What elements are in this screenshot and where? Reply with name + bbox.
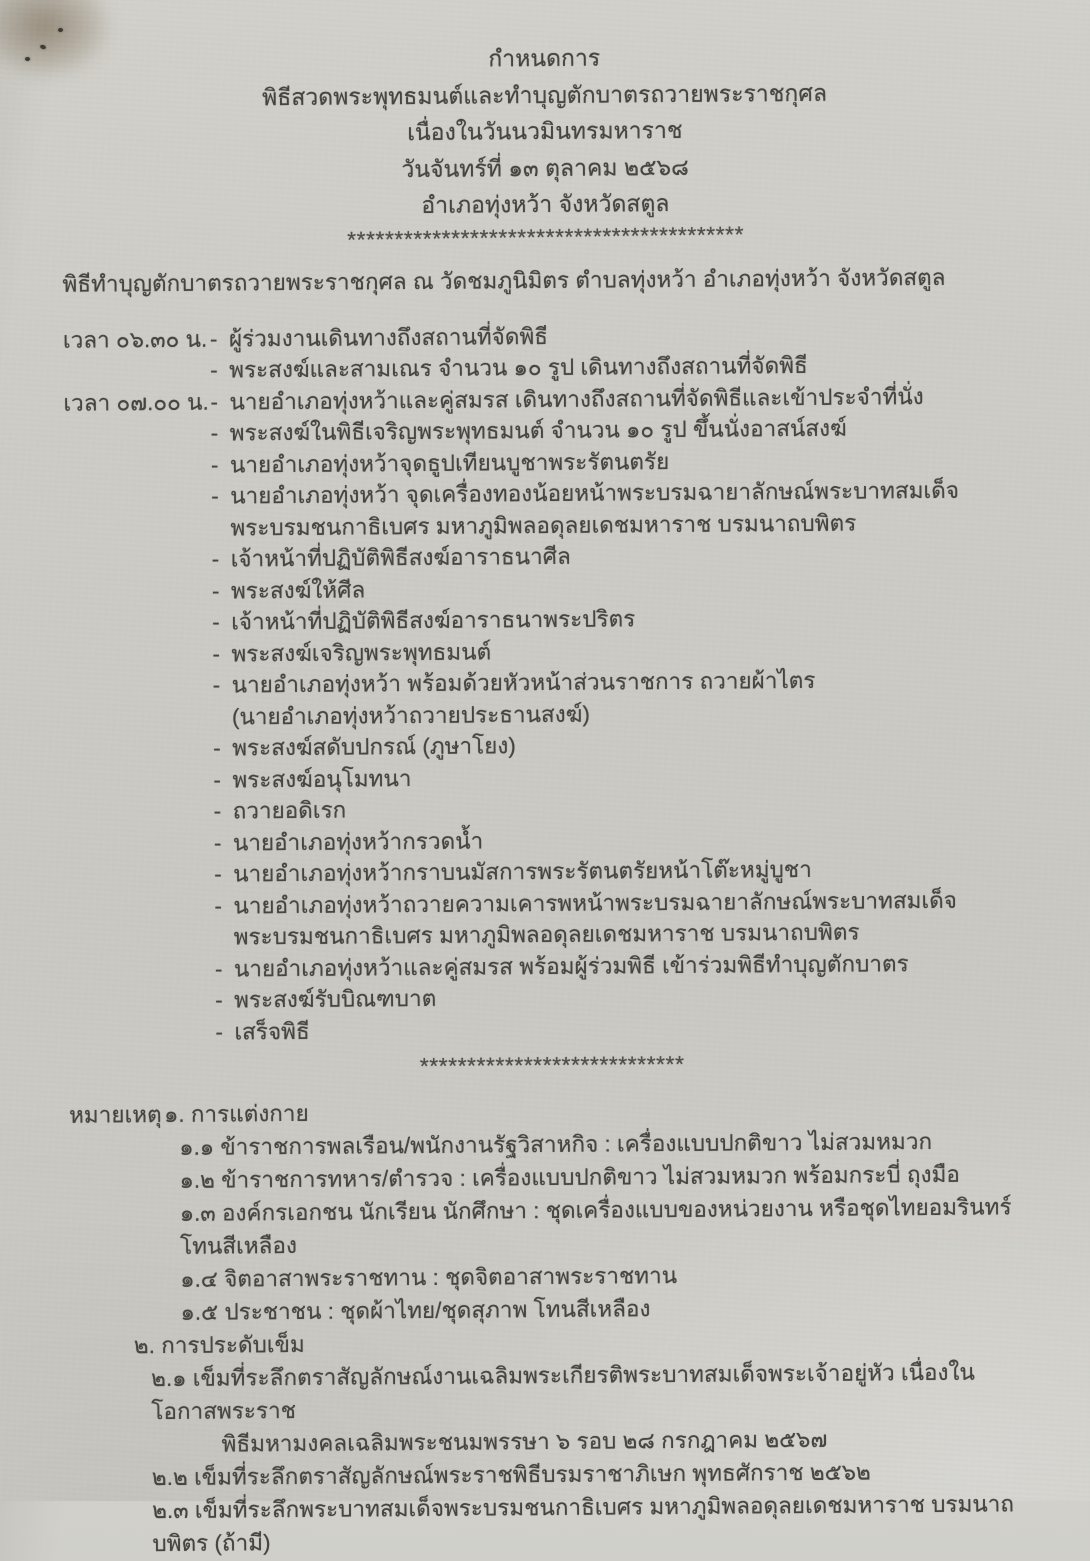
list-dash: -: [212, 641, 221, 667]
list-dash: -: [211, 578, 220, 604]
schedule-item-text: พระบรมชนกาธิเบศร มหาภูมิพลอดุลยเดชมหาราช บรมนาถบพิตร: [230, 510, 857, 540]
list-dash: -: [211, 546, 220, 572]
schedule-item-text: เจ้าหน้าที่ปฏิบัติพิธีสงฆ์อาราธนาศีล: [230, 543, 571, 572]
schedule-time: [67, 882, 214, 883]
schedule-item-text: พระสงฆ์ในพิธีเจริญพระพุทธมนต์ จำนวน ๑๐ รูป ขึ้นนั่งอาสน์สงฆ์: [229, 415, 847, 446]
schedule-time: [65, 598, 212, 599]
list-dash: -: [214, 861, 222, 887]
list-dash: -: [212, 609, 220, 635]
schedule-time: [64, 472, 211, 473]
note-line: [71, 1355, 1038, 1429]
schedule-item-text: พระบรมชนกาธิเบศร มหาภูมิพลอดุลยเดชมหาราช บรมนาถบพิตร: [233, 919, 860, 950]
schedule-time: [65, 567, 212, 568]
location-line: อำเภอทุ่งหว้า จังหวัดสตูล: [421, 190, 670, 218]
date-line: วันจันทร์ที่ ๑๓ ตุลาคม ๒๕๖๘: [401, 153, 689, 182]
list-dash: -: [214, 956, 223, 982]
list-dash: -: [213, 767, 221, 793]
title-block: [61, 36, 1029, 226]
schedule-time: [68, 1008, 215, 1009]
schedule-time: [64, 504, 211, 505]
schedule-item-text: พระสงฆ์และสามเณร จำนวน ๑๐ รูป เดินทางถึงสถานที่จัดพิธี: [229, 352, 808, 383]
schedule-item-text: นายอำเภอทุ่งหว้ากราบนมัสการพระรัตนตรัยหน้าโต๊ะหมู่บูชา: [233, 856, 812, 887]
note-text: ๒.๒ เข็มที่ระลึกตราสัญลักษณ์พระราชพิธีบรมราชาภิเษก พุทธศักราช ๒๕๖๒: [151, 1459, 871, 1491]
list-dash: -: [210, 389, 219, 415]
schedule-time: [64, 441, 211, 442]
list-dash: -: [210, 357, 218, 383]
schedule-time: [66, 787, 213, 788]
note-text: ๒. การประดับเข็ม: [133, 1331, 305, 1359]
schedule-item-text: นายอำเภอทุ่งหว้ากรวดน้ำ: [232, 827, 484, 855]
schedule-time: เวลา ๐๗.๐๐ น.: [63, 389, 209, 416]
note-text: ๑.๔ จิตอาสาพระราชทาน : ชุดจิตอาสาพระราชทาน: [180, 1262, 678, 1292]
schedule-item-text: เสร็จพิธี: [234, 1018, 310, 1044]
schedule-time: [68, 976, 215, 977]
schedule-time: [66, 693, 213, 694]
list-dash: -: [215, 1019, 223, 1045]
schedule-item-text: นายอำเภอทุ่งหว้าและคู่สมรส เดินทางถึงสถานที่จัดพิธีและเข้าประจำที่นั่ง: [229, 383, 924, 414]
schedule-time: [65, 630, 212, 631]
schedule-item-text: นายอำเภอทุ่งหว้า พร้อมด้วยหัวหน้าส่วนราชการ ถวายผ้าไตร: [231, 667, 816, 698]
schedule-item-text: พระสงฆ์รับบิณฑบาต: [234, 985, 437, 1013]
list-dash: -: [215, 987, 223, 1013]
note-text: ๑.๕ ประชาชน : ชุดผ้าไทย/ชุดสุภาพ โทนสีเหลือง: [180, 1296, 651, 1325]
schedule-item-text: พระสงฆ์ให้ศีล: [230, 576, 366, 603]
schedule-list: [63, 317, 1036, 1049]
list-dash: -: [214, 893, 222, 919]
schedule-time: [68, 1039, 215, 1040]
note-line: [72, 1487, 1039, 1561]
schedule-item-text: เจ้าหน้าที่ปฏิบัติพิธีสงฆ์อาราธนาพระปริตร: [231, 606, 636, 635]
note-text: ๑.๑ ข้าราชการพลเรือน/พนักงานรัฐวิสาหกิจ : เครื่องแบบปกติขาว ไม่สวมหมวก: [179, 1128, 933, 1160]
schedule-time: เวลา ๐๖.๓๐ น.: [62, 326, 208, 353]
schedule-item-text: นายอำเภอทุ่งหว้า จุดเครื่องทองน้อยหน้าพระบรมฉายาลักษณ์พระบาทสมเด็จ: [230, 477, 960, 509]
note-text: พิธีมหามงคลเฉลิมพระชนมพรรษา ๖ รอบ ๒๘ กรกฎาคม ๒๕๖๗: [221, 1426, 828, 1457]
note-text: ๑. การแต่งกาย: [163, 1100, 309, 1128]
notes-list: [69, 1091, 1040, 1561]
schedule-item-text: นายอำเภอทุ่งหว้าถวายความเคารพหน้าพระบรมฉายาลักษณ์พระบาทสมเด็จ: [233, 887, 958, 918]
list-dash: -: [210, 452, 219, 478]
schedule-item-text: นายอำเภอทุ่งหว้าและคู่สมรส พร้อมผู้ร่วมพิธี เข้าร่วมพิธีทำบุญตักบาตร: [233, 950, 909, 981]
list-dash: -: [212, 672, 221, 698]
occasion-line: เนื่องในวันนวมินทรมหาราช: [407, 116, 683, 146]
list-dash: -: [211, 483, 219, 509]
schedule-item-text: (นายอำเภอทุ่งหว้าถวายประธานสงฆ์): [231, 701, 590, 729]
list-dash: -: [209, 326, 218, 352]
schedule-item-text: พระสงฆ์สดับปกรณ์ (ภูษาโยง): [232, 733, 516, 761]
schedule-time: [67, 819, 214, 820]
note-text: ๑.๓ องค์กรเอกชน นักเรียน นักศึกษา : ชุดเครื่องแบบของหน่วยงาน หรือชุดไทยอมรินทร์โทนสีเหลือง: [179, 1194, 1012, 1259]
list-dash: -: [210, 420, 219, 446]
schedule-item-text: พระสงฆ์อนุโมทนา: [232, 765, 412, 792]
note-line: [70, 1190, 1037, 1264]
ceremony-name: พิธีสวดพระพุทธมนต์และทำบุญตักบาตรถวายพระราชกุศล: [261, 79, 828, 110]
schedule-item-text: นายอำเภอทุ่งหว้าจุดธูปเทียนบูชาพระรัตนตรัย: [229, 448, 670, 477]
schedule-time: [65, 661, 212, 662]
schedule-time: [67, 913, 214, 914]
schedule-item-text: ผู้ร่วมงานเดินทางถึงสถานที่จัดพิธี: [228, 323, 549, 351]
schedule-item-text: พระสงฆ์เจริญพระพุทธมนต์: [231, 638, 492, 666]
schedule-time: [63, 378, 210, 379]
document-title: กำหนดการ: [488, 44, 601, 72]
asterisk-separator-top: ******************************************: [347, 220, 745, 253]
venue-intro-line: พิธีทำบุญตักบาตรถวายพระราชกุศล ณ วัดชมภูนิมิตร ตำบลทุ่งหว้า อำเภอทุ่งหว้า จังหวัดสตูล: [62, 264, 946, 297]
list-dash: -: [213, 735, 221, 761]
notes-label: หมายเหตุ: [68, 1102, 162, 1128]
list-dash: -: [213, 798, 222, 824]
schedule-item-text: ถวายอดิเรก: [232, 797, 347, 824]
note-text: ๑.๒ ข้าราชการทหาร/ตำรวจ : เครื่องแบบปกติขาว ไม่สวมหมวก พร้อมกระบี่ ถุงมือ: [179, 1161, 960, 1193]
note-text: ๒.๑ เข็มที่ระลึกตราสัญลักษณ์งานเฉลิมพระเกียรติพระบาทสมเด็จพระเจ้าอยู่หัว เนื่องในโอกาสพระราช: [151, 1359, 975, 1425]
list-dash: -: [213, 830, 222, 856]
schedule-time: [66, 756, 213, 757]
schedule-line: [68, 1010, 1035, 1049]
schedule-time: [67, 850, 214, 851]
asterisk-separator-bottom: ****************************: [419, 1050, 685, 1079]
note-text: ๒.๓ เข็มที่ระลึกพระบาทสมเด็จพระบรมชนกาธิเบศร มหาภูมิพลอดุลยเดชมหาราช บรมนาถบพิตร (ถ้ามี): [152, 1491, 1015, 1557]
